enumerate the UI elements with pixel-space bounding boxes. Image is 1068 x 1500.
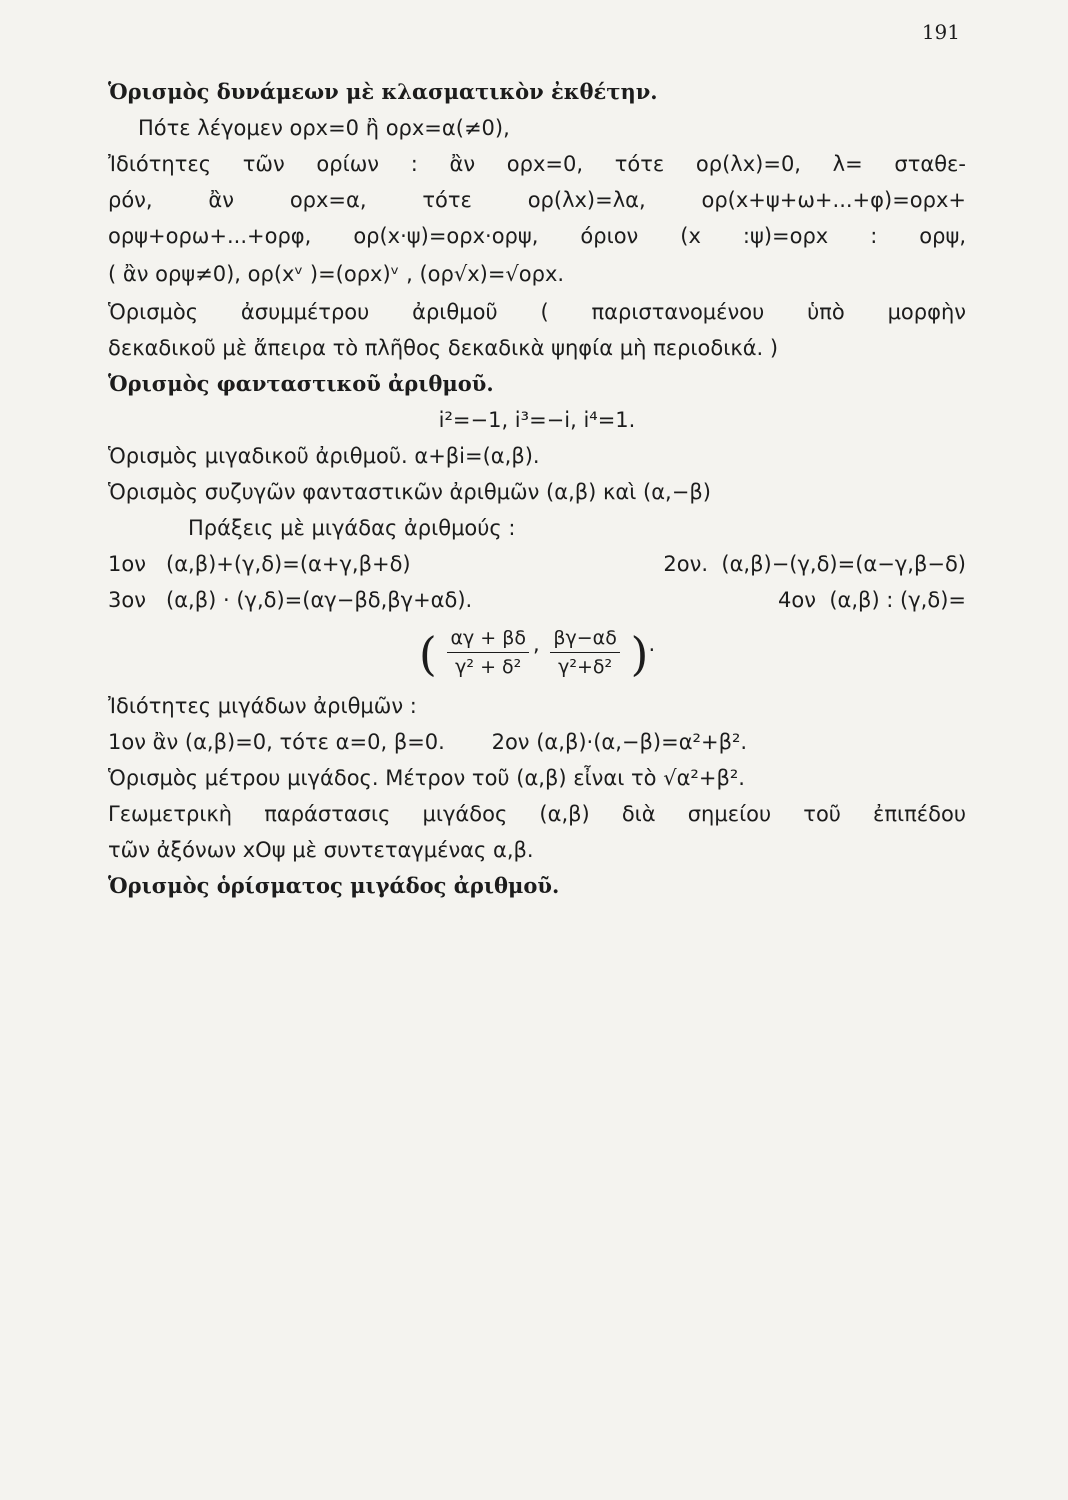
- op-row-1-right: [663, 546, 966, 582]
- property-row: [108, 724, 966, 760]
- right-paren: ): [630, 627, 649, 681]
- heading-argument: Ὁρισμὸς ὁρίσματος μιγάδος ἀριθμοῦ.: [108, 873, 560, 898]
- text-line: Γεωμετρικὴ παράστασις μιγάδος (α,β) διὰ σημείου τοῦ ἐπιπέδου: [108, 802, 966, 826]
- fraction-denominator: γ² + δ²: [455, 656, 522, 678]
- heading-imaginary: Ὁρισμὸς φανταστικοῦ ἀριθμοῦ.: [108, 371, 494, 396]
- text-line: τῶν ἀξόνων xOψ μὲ συντεταγμένας α,β.: [108, 838, 534, 862]
- page-number: 191: [921, 20, 960, 44]
- heading-modulus: Ὁρισμὸς μέτρου μιγάδος. Μέτρον τοῦ (α,β) εἶναι τὸ √α²+β².: [108, 766, 745, 790]
- op-label: 1ον: [108, 552, 146, 576]
- text-line: Πότε λέγομεν ορx=0 ἢ ορx=α(≠0),: [138, 116, 510, 140]
- op-label: 3ον: [108, 588, 146, 612]
- prop-formula: (α,β)·(α,−β)=α²+β².: [536, 730, 748, 754]
- prop-label: 2ον: [491, 730, 530, 754]
- text-line: δεκαδικοῦ μὲ ἄπειρα τὸ πλῆθος δεκαδικὰ ψηφία μὴ περιοδικά. ): [108, 336, 779, 360]
- op-formula: (α,β)−(γ,δ)=(α−γ,β−δ): [721, 552, 966, 576]
- fraction-numerator: βγ−αδ: [550, 624, 619, 653]
- fraction-real: [447, 624, 529, 681]
- operation-row-2: [108, 582, 966, 618]
- heading-fractional-powers: Ὁρισμὸς δυνάμεων μὲ κλασματικὸν ἐκθέτην.: [108, 79, 658, 104]
- text-line: ορψ+ορω+...+ορφ, ορ(x·ψ)=ορx·ορψ, όριον (x :ψ)=ορx : ορψ,: [108, 224, 966, 248]
- text-block: [108, 74, 966, 904]
- prop-formula: ἂν (α,β)=0, τότε α=0, β=0.: [152, 730, 445, 754]
- op-row-2-right: [778, 582, 966, 618]
- text-line: Πράξεις μὲ μιγάδας ἀριθμούς :: [188, 516, 516, 540]
- op-label: 2ον.: [663, 552, 709, 576]
- heading-irrational: Ὁρισμὸς ἀσυμμέτρου ἀριθμοῦ ( παριστανομένου ὑπὸ μορφὴν: [108, 300, 966, 324]
- operation-row-1: [108, 546, 966, 582]
- division-formula: ( $\frac{\alpha\gamma + \beta\delta}{\text{γ² + δ²}}$ , $\frac{\beta\gamma-\alpha\delta}{\text{γ²+δ²}}$ ).: [108, 624, 966, 684]
- fraction-denominator: γ²+δ²: [558, 656, 613, 678]
- op-row-2-left: [108, 582, 472, 618]
- fraction-imag: [550, 624, 619, 681]
- op-row-1-left: [108, 546, 411, 582]
- left-paren: (: [418, 627, 437, 681]
- text-line: ρόν, ἂν ορx=α, τότε ορ(λx)=λα, ορ(x+ψ+ω+...+φ)=ορx+: [108, 188, 966, 212]
- op-formula: (α,β) · (γ,δ)=(αγ−βδ,βγ+αδ).: [166, 588, 473, 612]
- prop-label: 1ον: [108, 730, 146, 754]
- op-formula: (α,β) : (γ,δ)=: [829, 588, 966, 612]
- op-label: 4ον: [778, 588, 816, 612]
- text-line: Ἰδιότητες τῶν ορίων : ἂν ορx=0, τότε ορ(λx)=0, λ= σταθε-: [108, 152, 966, 176]
- heading-conjugate: Ὁρισμὸς συζυγῶν φανταστικῶν ἀριθμῶν (α,β) καὶ (α,−β): [108, 480, 711, 504]
- text-line: ( ἂν ορψ≠0), ορ(xᵛ )=(ορx)ᵛ , (ορ√x)=√ορx.: [108, 262, 565, 286]
- formula-powers-of-i: i²=−1, i³=−i, i⁴=1.: [438, 408, 636, 432]
- text-line: Ἰδιότητες μιγάδων ἀριθμῶν :: [108, 694, 417, 718]
- op-formula: (α,β)+(γ,δ)=(α+γ,β+δ): [166, 552, 411, 576]
- heading-complex: Ὁρισμὸς μιγαδικοῦ ἀριθμοῦ. α+βi=(α,β).: [108, 444, 540, 468]
- fraction-numerator: αγ + βδ: [447, 624, 529, 653]
